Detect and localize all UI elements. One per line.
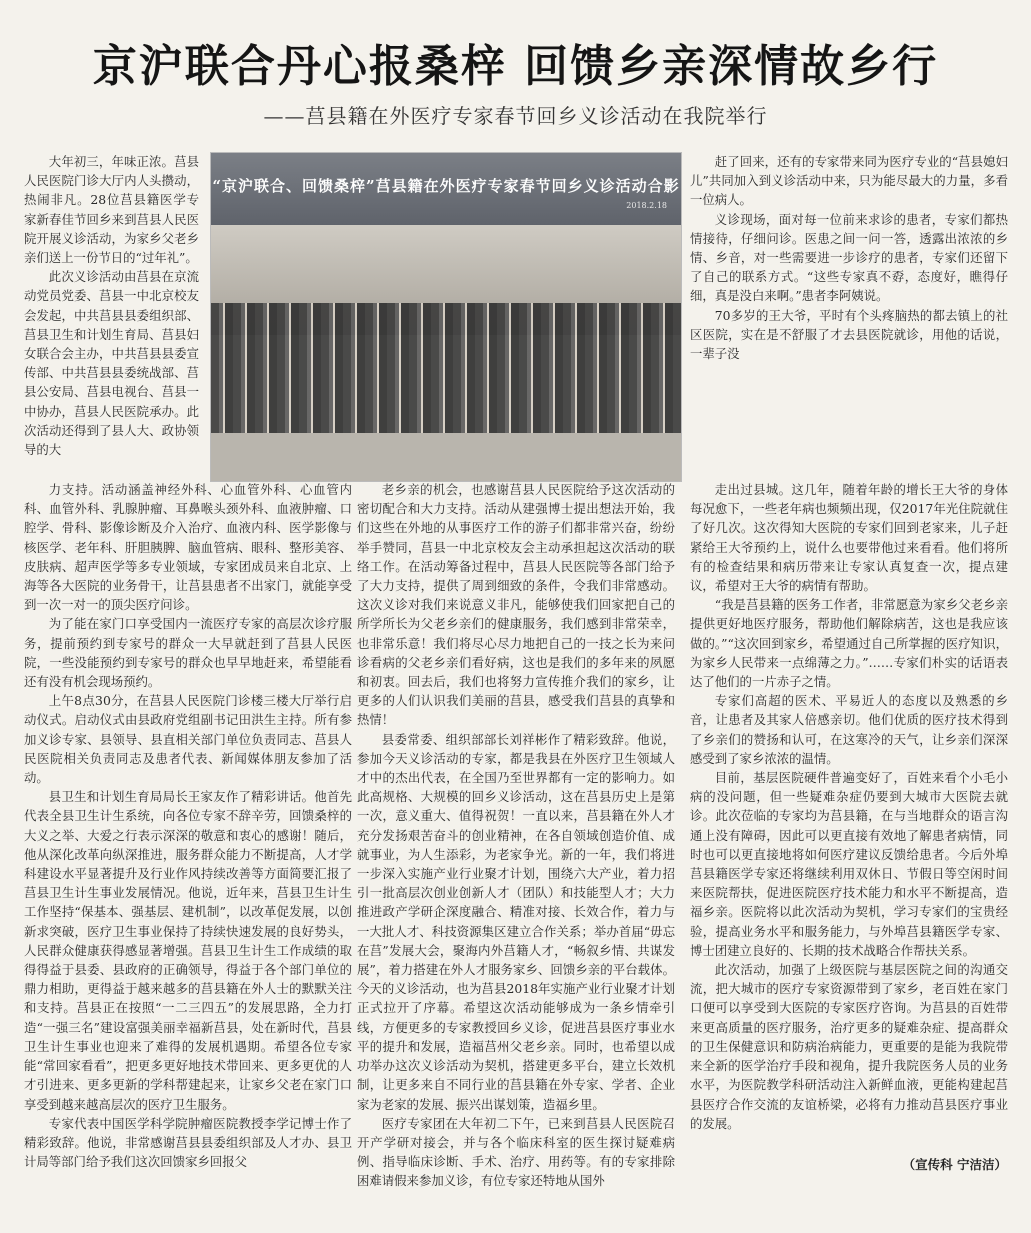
photo-date: 2018.2.18 [626, 201, 667, 210]
article-title: 京沪联合丹心报桑梓 回馈乡亲深情故乡行 [92, 41, 939, 92]
article-subtitle: ——莒县籍在外医疗专家春节回乡义诊活动在我院举行 [263, 104, 768, 128]
column-2 [357, 480, 675, 1210]
paragraph: 县卫生和计划生育局局长王家友作了精彩讲话。他首先代表全县卫生计生系统，向各位专家不辞辛劳，回馈桑梓的大义之举、大爱之行表示深深的敬意和衷心的感谢！随后，他从深化改革向纵深推进，服务群众能力不断提高，人才学科建设水平显著提升及行业作风持续改善等方面简要汇报了莒县卫生计生事业发展情况。他说，近年来，莒县卫生计生工作坚持“保基本、强基层、建机制”，以改革促发展，以创新求突破，医疗卫生事业保持了持续快速发展的良好势头，人民群众健康获得感显著增强。莒县卫生计生工作成绩的取得得益于县委、县政府的正确领导，得益于各个部门单位的鼎力相助，更得益于越来越多的莒县籍在外人士的默默关注和支持。莒县正在按照“一二三四五”的发展思路，全力打造“一强三名”建设富强美丽幸福新莒县，处在新时代，莒县卫生计生事业也迎来了难得的发展机遇期。希望各位专家能“常回家看看”，把更多更好地技术带回来、更多更优的人才引进来、更多更新的学科帮建起来，让家乡父老在家门口享受到越来越高层次的医疗卫生服务。 [24, 789, 352, 1112]
paragraph: 专家代表中国医学科学院肿瘤医院教授李学记博士作了精彩致辞。他说，非常感谢莒县县委组织部及人才办、县卫计局等部门给予我们这次回馈家乡回报父 [24, 1115, 352, 1170]
paragraph: 赶了回来，还有的专家带来同为医疗专业的“莒县媳妇儿”共同加入到义诊活动中来，只为能尽最大的力量，多看一位病人。 [690, 154, 1008, 208]
paragraph: 专家们高超的医术、平易近人的态度以及熟悉的乡音，让患者及其家人倍感亲切。他们优质的医疗技术得到了乡亲们的赞扬和认可，在这寒冷的天气，让乡亲们深深感受到了家乡浓浓的温情。 [690, 693, 1008, 766]
paragraph: 走出过县城。这几年，随着年龄的增长王大爷的身体每况愈下，一些老年病也频频出现，仅2017年光住院就住了好几次。这次得知大医院的专家们回到老家来，儿子赶紧给王大爷预约上，说什么也要带他过来看看。他们将所有的检查结果和病历带来让专家认真复查一次，提点建议，希望对王大爷的病情有帮助。 [690, 482, 1008, 594]
column-1-top [24, 152, 199, 478]
column-1-bottom [24, 480, 352, 1210]
paragraph: 此次义诊活动由莒县在京流动党员党委、莒县一中北京校友会发起，中共莒县县委组织部、莒县卫生和计划生育局、莒县妇女联合会主办，中共莒县县委宣传部、中共莒县县委统战部、莒县公安局、莒县电视台、莒县一中协办，莒县人民医院承办。此次活动还得到了县人大、政协领导的大 [24, 269, 199, 458]
paragraph: 大年初三，年味正浓。莒县人民医院门诊大厅内人头攒动，热闹非凡。28位莒县籍医学专家新春佳节回乡来到莒县人民医院开展义诊活动，为家乡父老乡亲们送上一份节日的“过年礼”。 [24, 154, 199, 266]
paragraph: 县委常委、组织部部长刘祥彬作了精彩致辞。他说，参加今天义诊活动的专家，都是我县在外医疗卫生领域人才中的杰出代表，在全国乃至世界都有一定的影响力。如此高规格、大规模的回乡义诊活动，这在莒县历史上是第一次，意义重大、值得祝贺！一直以来，莒县籍在外人才充分发扬艰苦奋斗的创业精神，在各自领域创造价值、成就事业，为人生添彩，为老家争光。新的一年，我们将进一步深入实施产业行业聚才计划，围绕六大产业，着力招引一批高层次创业创新人才（团队）和技能型人才；大力推进政产学研企深度融合、精准对接、长效合作，着力与一大批人才、科技资源集区建立合作关系；举办首届“毋忘在莒”发展大会，聚海内外莒籍人才，“畅叙乡情、共谋发展”，着力搭建在外人才服务家乡、回馈乡亲的平台载体。今天的义诊活动，也为莒县2018年实施产业行业聚才计划正式拉开了序幕。希望这次活动能够成为一条乡情牵引线，方便更多的专家教授回乡义诊，促进莒县医疗事业水平的提升和发展，造福莒州父老乡亲。同时，也希望以成功举办这次义诊活动为契机，搭建更多平台，建立长效机制，让更多来自不同行业的莒县籍在外专家、学者、企业家为老家的发展、振兴出谋划策，造福乡里。 [357, 731, 675, 1112]
paragraph: 义诊现场，面对每一位前来求诊的患者，专家们都热情接待，仔细问诊。医患之间一问一答，透露出浓浓的乡情、乡音，对一些需要进一步诊疗的患者，专家们还留下了自己的联系方式。“这些专家真不孬，态度好，瞧得仔细，真是没白来啊。”患者李阿姨说。 [690, 211, 1008, 304]
paragraph: 老乡亲的机会，也感谢莒县人民医院给予这次活动的密切配合和大力支持。活动从建强博士提出想法开始，我们这些在外地的从事医疗工作的游子们都非常兴奋，纷纷举手赞同，莒县一中北京校友会主动承担起这次活动的联络工作。在活动筹备过程中，莒县人民医院等各部门给予了大力支持，提供了周到细致的条件，令我们非常感动。这次义诊对我们来说意义非凡，能够使我们回家把自己的所学所长为父老乡亲们的健康服务，我们感到非常荣幸，也非常乐意！我们将尽心尽力地把自己的一技之长为来问诊看病的父老乡亲们看好病，这也是我们的多年来的夙愿和初衷。回去后，我们也将努力宣传推介我们的家乡，让更多的人们认识我们美丽的莒县，感受我们莒县的真挚和热情！ [357, 482, 675, 728]
column-3-bottom [690, 480, 1008, 1152]
paragraph: 上午8点30分，在莒县人民医院门诊楼三楼大厅举行启动仪式。启动仪式由县政府党组副书记田洪生主持。所有参加义诊专家、县领导、县直相关部门单位负责同志、莒县人民医院相关负责同志及患者代表、新闻媒体朋友参加了活动。 [24, 693, 352, 786]
group-photo [210, 152, 682, 482]
paragraph: “我是莒县籍的医务工作者，非常愿意为家乡父老乡亲提供更好地医疗服务，帮助他们解除病苦，这也是我应该做的。”“这次回到家乡，希望通过自己所掌握的医疗知识，为家乡人民带来一点绵薄之力。”……专家们朴实的话语表达了他们的一片赤子之情。 [690, 597, 1008, 690]
paragraph: 此次活动，加强了上级医院与基层医院之间的沟通交流，把大城市的医疗专家资源带到了家乡，老百姓在家门口便可以享受到大医院的专家医疗咨询。为莒县的百姓带来更高质量的医疗服务，治疗更多的疑难杂症、提高群众的卫生保健意识和防病治病能力，更重要的是能为我院带来全新的医学治疗手段和视角，提升我院医务人员的业务水平，为医院教学科研活动注入新鲜血液，更能构建起莒县医疗合作交流的友谊桥梁，必将有力推动莒县医疗事业的发展。 [690, 962, 1008, 1131]
paragraph: 为了能在家门口享受国内一流医疗专家的高层次诊疗服务，提前预约到专家号的群众一大早就赶到了莒县人民医院，一些没能预约到专家号的群众也早早地赶来，希望能看还有没有机会现场预约。 [24, 616, 352, 690]
paragraph: 70多岁的王大爷，平时有个头疼脑热的都去镇上的社区医院，实在是不舒服了才去县医院就诊，用他的话说，一辈子没 [690, 307, 1008, 362]
photo-ground [211, 433, 681, 481]
photo-crowd [211, 303, 681, 433]
paragraph: 医疗专家团在大年初二下午，已来到莒县人民医院召开产学研对接会，并与各个临床科室的医生探讨疑难病例、指导临床诊断、手术、治疗、用药等。有的专家排除困难请假来参加义诊，有位专家还特地从国外 [357, 1115, 675, 1189]
photo-caption: “京沪联合、回馈桑梓”莒县籍在外医疗专家春节回乡义诊活动合影 [212, 177, 680, 195]
paragraph: 目前，基层医院硬件普遍变好了，百姓来看个小毛小病的没问题，但一些疑难杂症仍要到大城市大医院去就诊。此次莅临的专家均为莒县籍，在与当地群众的语言沟通上没有障碍，因此可以更直接有效地了解患者病情，同时也可以更直接地将如何医疗建议反馈给患者。今后外埠莒县籍医学专家还将继续利用双休日、节假日等空闲时间来医院帮扶，促进医院医疗技术能力和水平不断提高，造福乡亲。医院将以此次活动为契机，学习专家们的宝贵经验，提高业务水平和服务能力，与外埠莒县籍医学专家、博士团建立良好的、长期的技术战略合作帮扶关系。 [690, 770, 1008, 958]
column-3-top [690, 152, 1008, 478]
author-credit: （宣传科 宁洁洁） [902, 1157, 1007, 1172]
paragraph: 力支持。活动涵盖神经外科、心血管外科、心血管内科、血管外科、乳腺肿瘤、耳鼻喉头颈外科、血液肿瘤、口腔学、骨科、影像诊断及介入治疗、血液内科、医学影像与核医学、老年科、肝胆胰脾、脑血管病、眼科、整形美容、皮肤病、超声医学等多专业领域，专家团成员来自北京、上海等各大医院的业务骨干，让莒县患者不出家门，就能享受到一次一对一的顶尖医疗问诊。 [24, 482, 352, 613]
